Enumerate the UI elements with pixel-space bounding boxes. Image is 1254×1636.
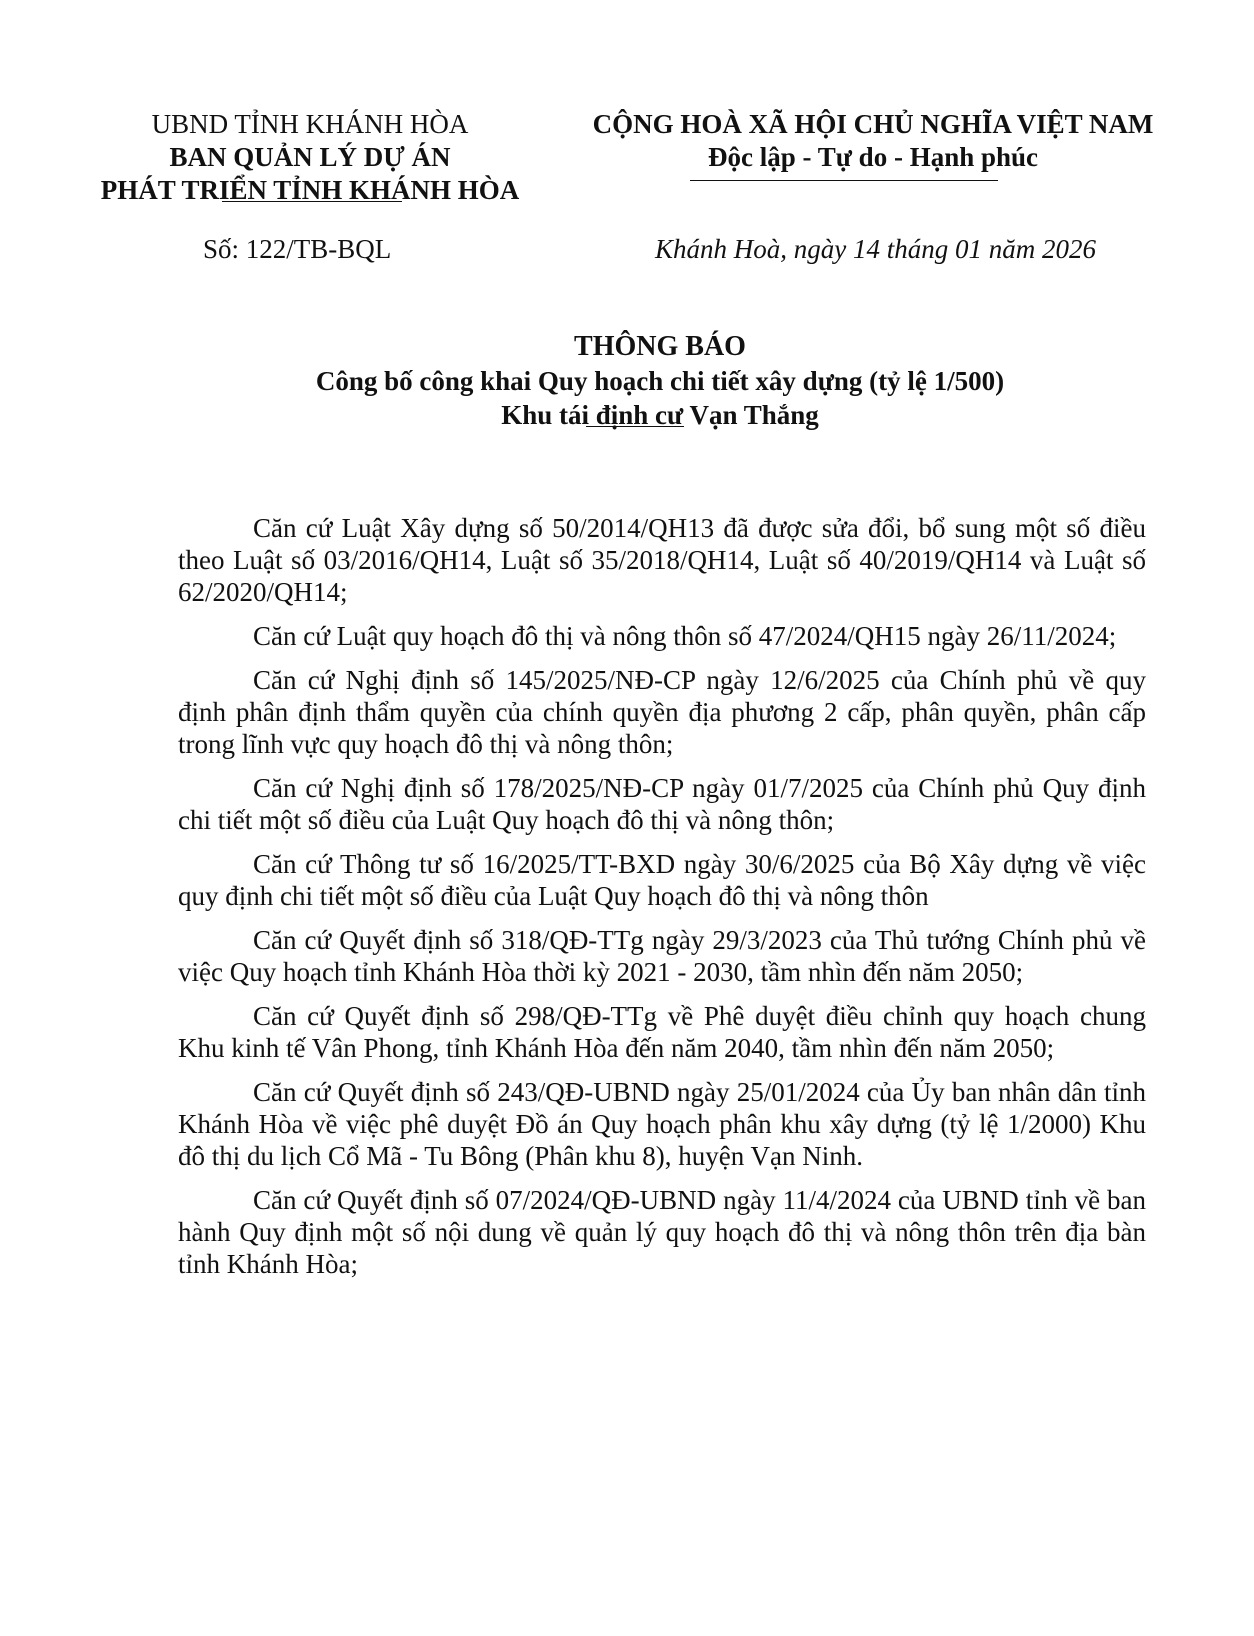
document-title (180, 330, 1140, 432)
legal-basis-paragraph: Căn cứ Quyết định số 318/QĐ-TTg ngày 29/3/2023 của Thủ tướng Chính phủ về việc Quy hoạch tỉnh Khánh Hòa thời kỳ 2021 - 2030, tầm nhìn đến năm 2050; (178, 925, 1146, 987)
agency-underline (222, 201, 402, 202)
issuing-agency (80, 108, 540, 207)
legal-basis-paragraph: Căn cứ Luật Xây dựng số 50/2014/QH13 đã được sửa đổi, bổ sung một số điều theo Luật số 03/2016/QH14, Luật số 35/2018/QH14, Luật số 40/2019/QH14 và Luật số 62/2020/QH14; (178, 513, 1146, 607)
agency-parent: UBND TỈNH KHÁNH HÒA (151, 109, 469, 139)
legal-basis-paragraph: Căn cứ Nghị định số 178/2025/NĐ-CP ngày 01/7/2025 của Chính phủ Quy định chi tiết một số điều của Luật Quy hoạch đô thị và nông thôn; (178, 773, 1146, 835)
country-name: CỘNG HOÀ XÃ HỘI CHỦ NGHĨA VIỆT NAM (592, 109, 1154, 139)
document-number: Số: 122/TB-BQL (203, 234, 392, 264)
motto-underline (690, 180, 998, 181)
title-subject-line1: Công bố công khai Quy hoạch chi tiết xây dựng (tỷ lệ 1/500) (315, 366, 1005, 396)
agency-name-line1: BAN QUẢN LÝ DỰ ÁN (169, 142, 451, 172)
legal-basis-paragraph: Căn cứ Thông tư số 16/2025/TT-BXD ngày 30/6/2025 của Bộ Xây dựng về việc quy định chi tiết một số điều của Luật Quy hoạch đô thị và nông thôn (178, 849, 1146, 911)
national-motto (568, 108, 1178, 174)
place-and-date: Khánh Hoà, ngày 14 tháng 01 năm 2026 (655, 234, 1096, 264)
title-subject-line2: Khu tái định cư Vạn Thắng (501, 400, 819, 430)
legal-basis-paragraph: Căn cứ Nghị định số 145/2025/NĐ-CP ngày 12/6/2025 của Chính phủ về quy định phân định thẩm quyền của chính quyền địa phương 2 cấp, phân quyền, phân cấp trong lĩnh vực quy hoạch đô thị và nông thôn; (178, 665, 1146, 759)
title-main: THÔNG BÁO (574, 331, 746, 362)
document-body (178, 512, 1146, 1292)
title-underline (586, 426, 684, 427)
agency-name-line2: PHÁT TRIỂN TỈNH KHÁNH HÒA (100, 175, 520, 205)
legal-basis-paragraph: Căn cứ Quyết định số 298/QĐ-TTg về Phê duyệt điều chỉnh quy hoạch chung Khu kinh tế Vân Phong, tỉnh Khánh Hòa đến năm 2040, tầm nhìn đến năm 2050; (178, 1001, 1146, 1063)
motto: Độc lập - Tự do - Hạnh phúc (707, 142, 1039, 172)
legal-basis-paragraph: Căn cứ Quyết định số 243/QĐ-UBND ngày 25/01/2024 của Ủy ban nhân dân tỉnh Khánh Hòa về việc phê duyệt Đồ án Quy hoạch phân khu xây dựng (tỷ lệ 1/2000) Khu đô thị du lịch Cổ Mã - Tu Bông (Phân khu 8), huyện Vạn Ninh. (178, 1077, 1146, 1171)
legal-basis-paragraph: Căn cứ Luật quy hoạch đô thị và nông thôn số 47/2024/QH15 ngày 26/11/2024; (253, 621, 1117, 651)
legal-basis-paragraph: Căn cứ Quyết định số 07/2024/QĐ-UBND ngày 11/4/2024 của UBND tỉnh về ban hành Quy định một số nội dung về quản lý quy hoạch đô thị và nông thôn trên địa bàn tỉnh Khánh Hòa; (178, 1185, 1146, 1279)
